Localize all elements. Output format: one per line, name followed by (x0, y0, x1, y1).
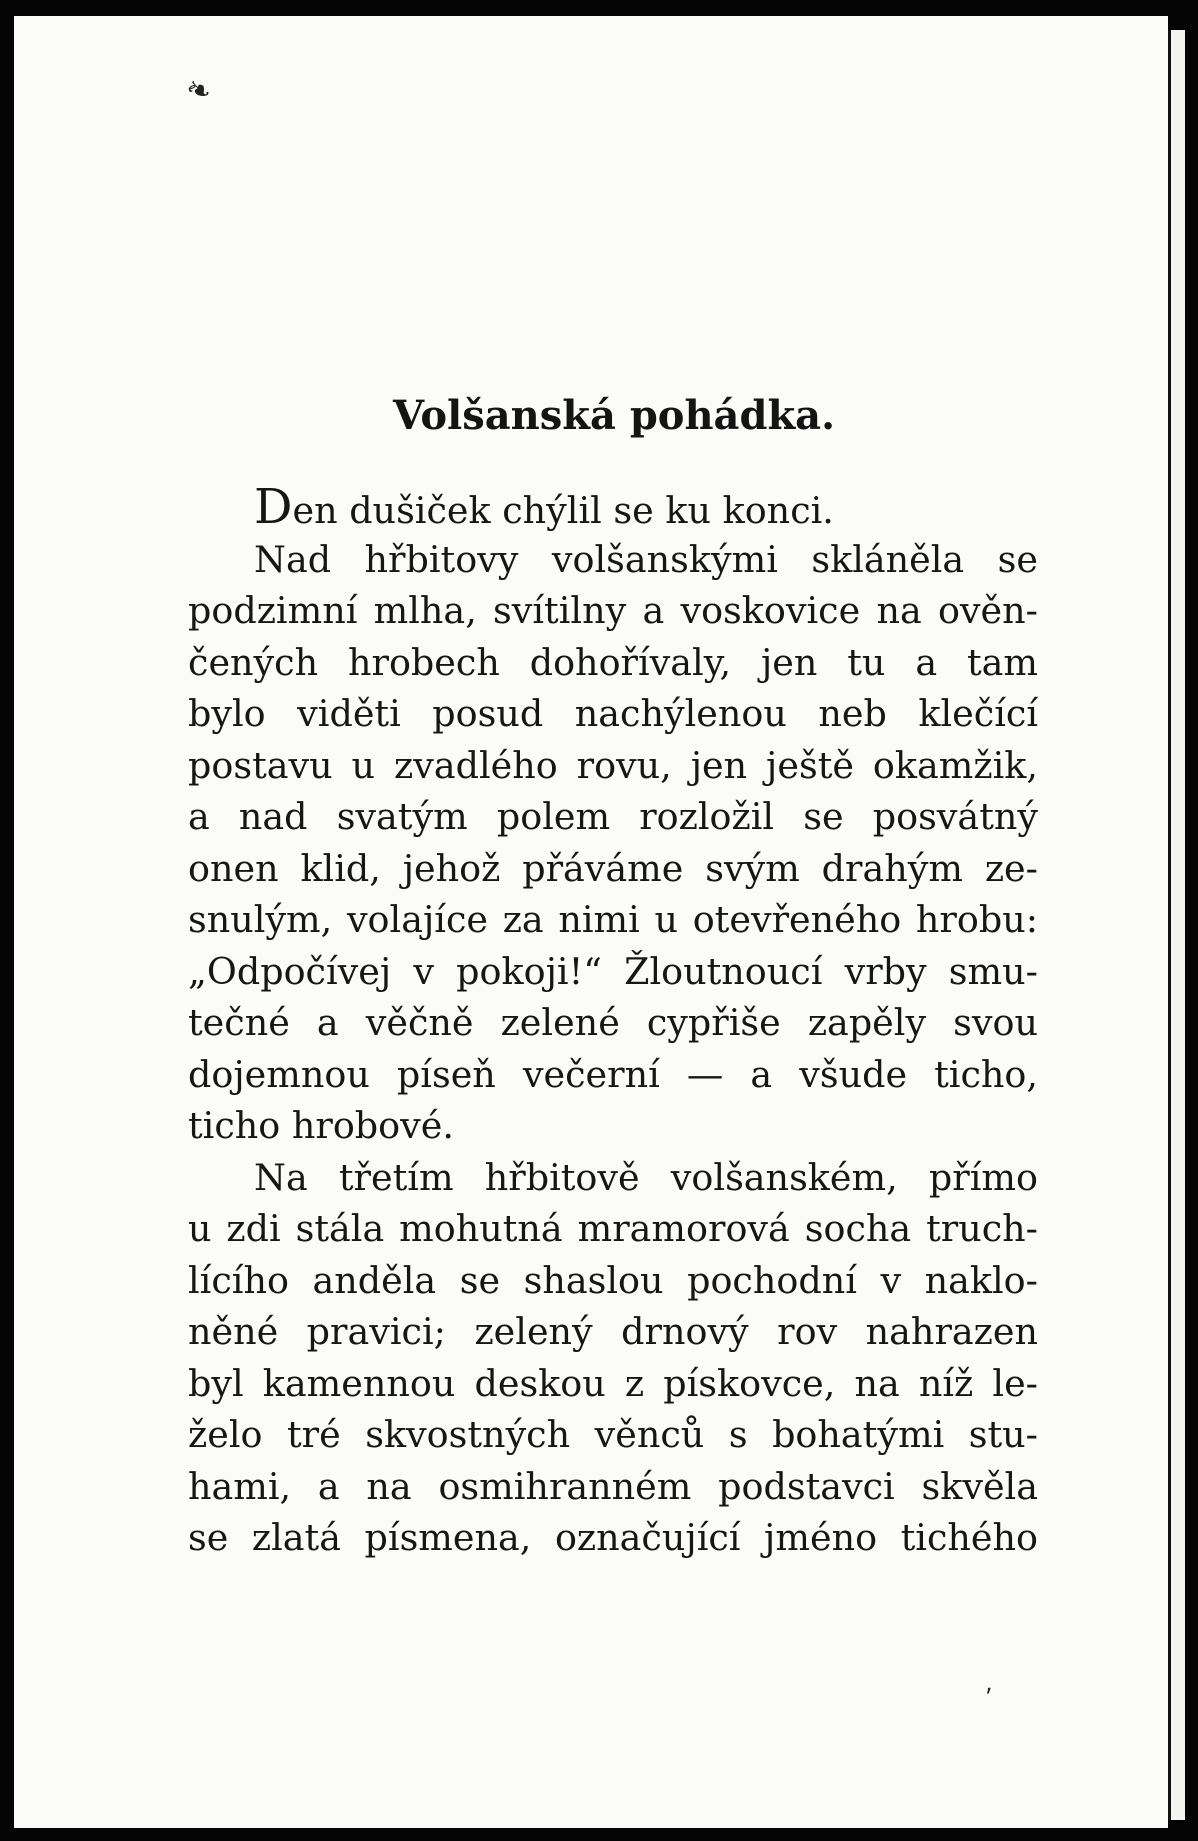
text-line: Na třetím hřbitově volšanském, přímo (254, 1155, 1038, 1199)
text-line: hami, a na osmihranném podstavci skvěla (188, 1464, 1038, 1508)
text-line: bylo viděti posud nachýlenou neb klečící (188, 692, 1038, 735)
text-line: želo tré skvostných věnců s bohatými stu- (188, 1413, 1038, 1456)
text-line: u zdi stála mohutná mramorová socha truch- (188, 1207, 1038, 1250)
ink-speck-icon: ❧ (180, 69, 217, 112)
text-line: byl kamennou deskou z pískovce, na níž le- (188, 1361, 1038, 1405)
text-line: Nad hřbitovy volšanskými skláněla se (254, 537, 1038, 581)
text-line: dojemnou píseň večerní — a všude ticho, (188, 1052, 1038, 1096)
text-line: podzimní mlha, svítilny a voskovice na ověn- (188, 589, 1038, 632)
body-text (188, 479, 1038, 1564)
chapter-title: Volšanská pohádka. (392, 392, 835, 439)
text-line: postavu u zvadlého rovu, jen ještě okamžik, (188, 743, 1038, 787)
text-line: lícího anděla se shaslou pochodní v naklo- (188, 1258, 1038, 1302)
text-line: snulým, volajíce za nimi u otevřeného hrobu: (188, 898, 1038, 941)
text-line: čených hrobech dohořívaly, jen tu a tam (188, 640, 1038, 684)
text-line: něné pravici; zelený drnový rov nahrazen (188, 1310, 1038, 1353)
adjacent-page-strip (1168, 30, 1185, 1820)
text-line: ticho hrobové. (188, 1104, 454, 1147)
ink-speck-icon: ⸴ (986, 1672, 993, 1700)
initial-letter: D (254, 479, 293, 535)
text-line: tečné a věčně zelené cypřiše zapěly svou (188, 1001, 1038, 1044)
text-line: a nad svatým polem rozložil se posvátný (188, 795, 1038, 838)
text-line: Den dušiček chýlil se ku konci. (254, 479, 834, 535)
text-line: se zlatá písmena, označující jméno tichého (188, 1516, 1038, 1559)
text-line: onen klid, jehož přáváme svým drahým ze- (188, 846, 1038, 890)
text-line: „Odpočívej v pokoji!“ Žloutnoucí vrby smu- (188, 949, 1038, 993)
